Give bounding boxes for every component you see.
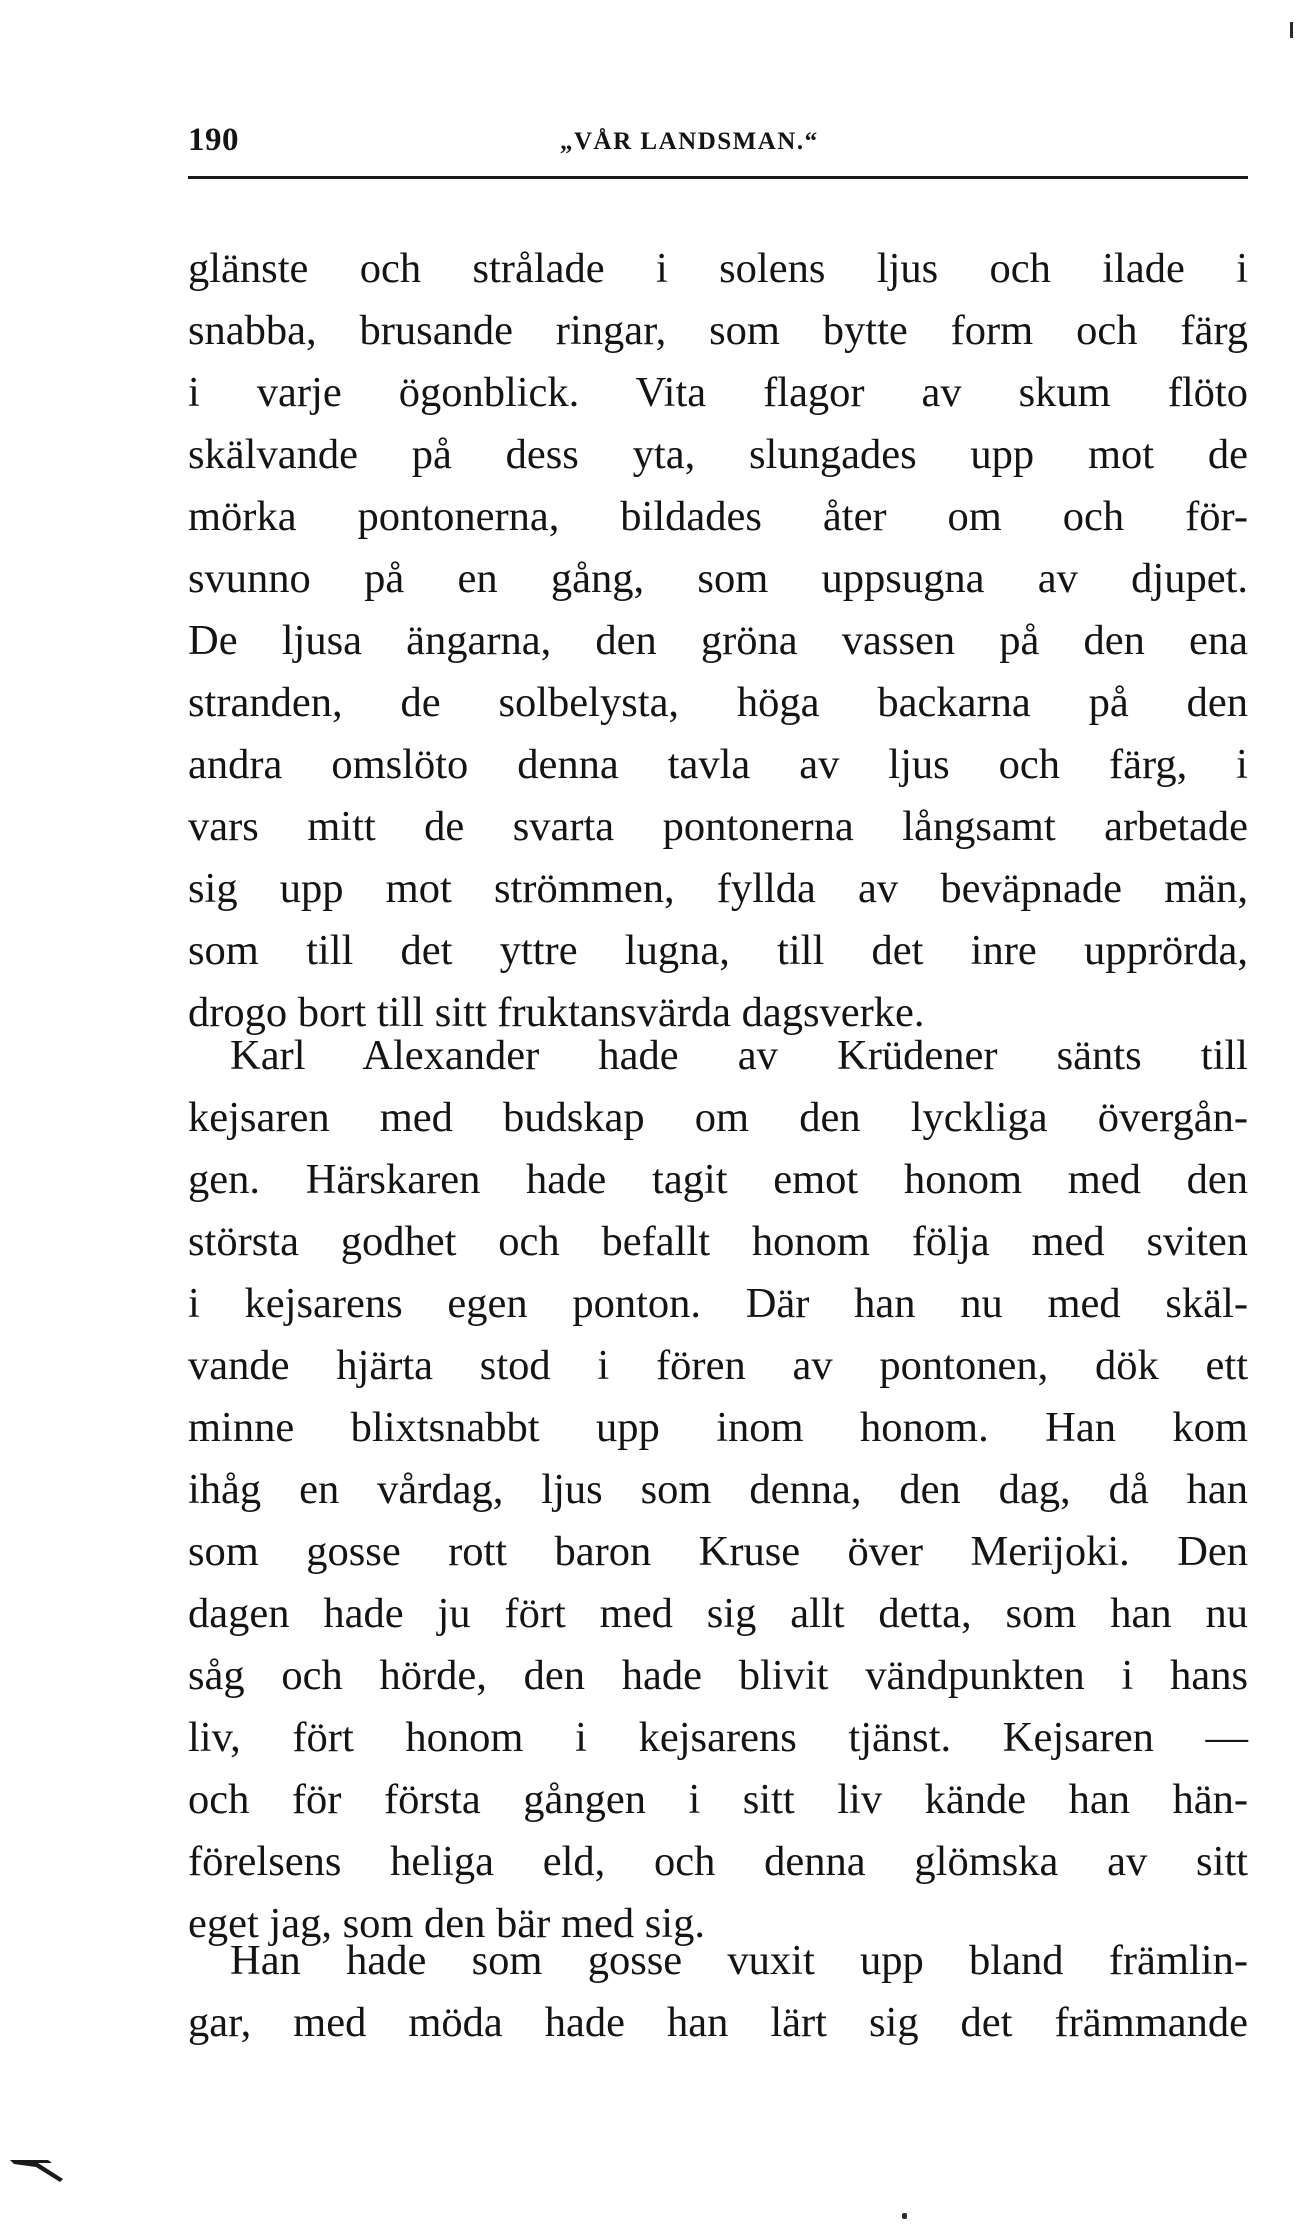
edge-mark [1290, 22, 1293, 38]
text-line: stranden, de solbelysta, höga backarna på den [188, 679, 1248, 726]
text-line: glänste och strålade i solens ljus och ilade i [188, 245, 1248, 292]
text-line: förelsens heliga eld, och denna glömska av sitt [188, 1838, 1248, 1885]
text-line: gen. Härskaren hade tagit emot honom med den [188, 1156, 1248, 1203]
text-line: i varje ögonblick. Vita flagor av skum flöto [188, 369, 1248, 416]
text-line: som gosse rott baron Kruse över Merijoki. Den [188, 1528, 1248, 1575]
paragraph-2 [188, 1025, 1248, 1955]
paragraph-1 [188, 238, 1248, 1044]
text-line: drogo bort till sitt fruktansvärda dagsverke. [188, 989, 925, 1036]
page-number: 190 [188, 122, 239, 158]
header-rule [188, 176, 1248, 179]
text-line: ihåg en vårdag, ljus som denna, den dag, då han [188, 1466, 1248, 1513]
text-line: eget jag, som den bär med sig. [188, 1900, 705, 1947]
print-speck [902, 2213, 907, 2219]
text-line: andra omslöto denna tavla av ljus och färg, i [188, 741, 1248, 788]
text-line: sig upp mot strömmen, fyllda av beväpnade män, [188, 865, 1248, 912]
margin-mark-icon [8, 2157, 68, 2183]
text-line: dagen hade ju fört med sig allt detta, som han nu [188, 1590, 1248, 1637]
text-line: mörka pontonerna, bildades åter om och för- [188, 493, 1248, 540]
paragraph-3 [188, 1930, 1248, 2054]
text-line: skälvande på dess yta, slungades upp mot de [188, 431, 1248, 478]
running-title: „VÅR LANDSMAN.“ [560, 128, 819, 155]
text-line: gar, med möda hade han lärt sig det främmande [188, 1999, 1248, 2046]
text-line: i kejsarens egen ponton. Där han nu med skäl- [188, 1280, 1248, 1327]
text-line: såg och hörde, den hade blivit vändpunkten i hans [188, 1652, 1248, 1699]
text-line: minne blixtsnabbt upp inom honom. Han kom [188, 1404, 1248, 1451]
text-line: Karl Alexander hade av Krüdener sänts till [230, 1032, 1248, 1079]
text-line: största godhet och befallt honom följa med sviten [188, 1218, 1248, 1265]
text-line: vande hjärta stod i fören av pontonen, dök ett [188, 1342, 1248, 1389]
text-line: snabba, brusande ringar, som bytte form och färg [188, 307, 1248, 354]
text-line: liv, fört honom i kejsarens tjänst. Kejsaren — [188, 1714, 1248, 1761]
text-line: och för första gången i sitt liv kände han hän- [188, 1776, 1248, 1823]
text-line: svunno på en gång, som uppsugna av djupet. [188, 555, 1248, 602]
page-header [188, 122, 1244, 162]
text-line: De ljusa ängarna, den gröna vassen på den ena [188, 617, 1248, 664]
text-line: kejsaren med budskap om den lyckliga övergån- [188, 1094, 1248, 1141]
text-line: vars mitt de svarta pontonerna långsamt arbetade [188, 803, 1248, 850]
text-line: som till det yttre lugna, till det inre upprörda, [188, 927, 1248, 974]
text-line: Han hade som gosse vuxit upp bland främlin- [230, 1937, 1248, 1984]
